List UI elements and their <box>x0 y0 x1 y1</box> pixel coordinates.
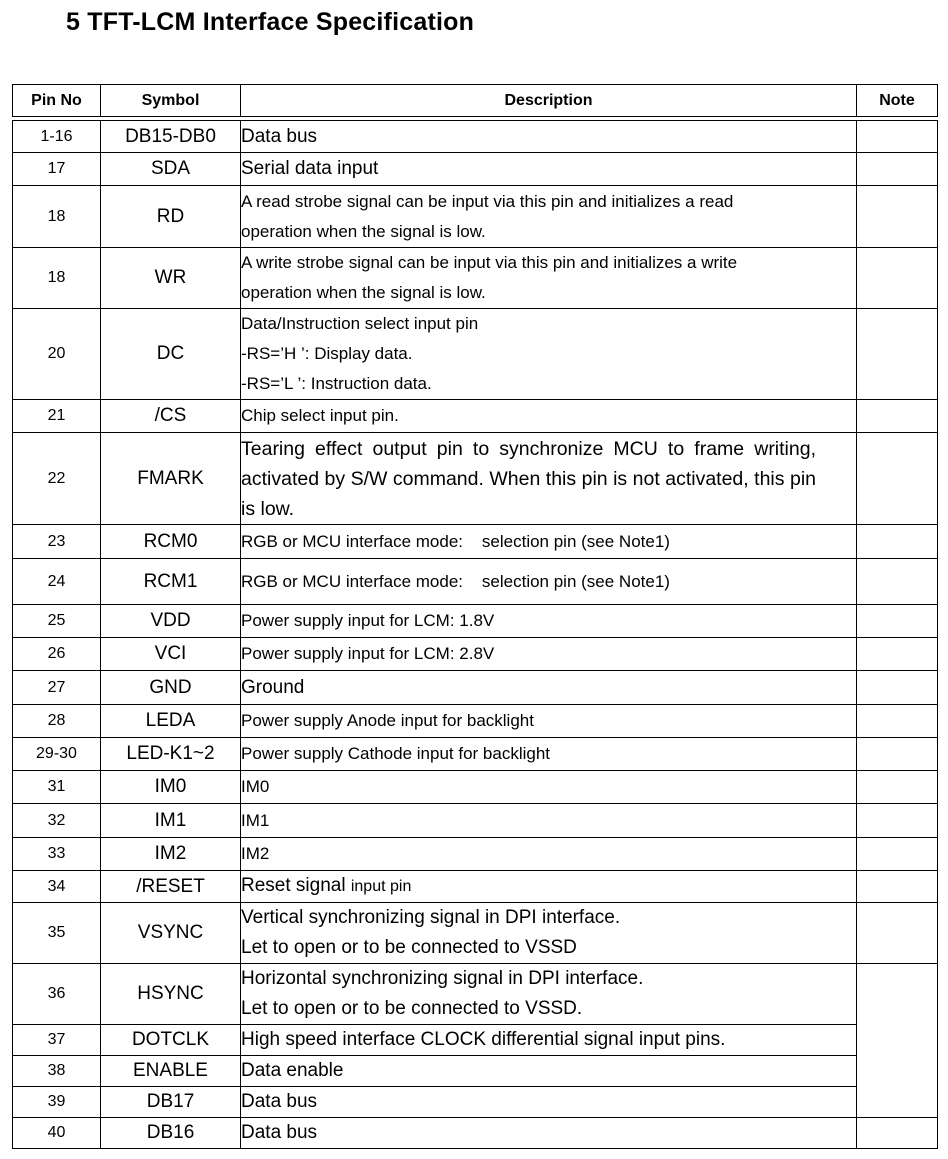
description-line: IM1 <box>241 810 270 830</box>
description-cell <box>241 738 857 771</box>
symbol-cell: VSYNC <box>101 903 241 964</box>
symbol-cell: VDD <box>101 605 241 638</box>
note-cell <box>857 121 938 153</box>
table-row <box>13 153 938 186</box>
description-line: Chip select input pin. <box>241 406 399 425</box>
description-line: IM2 <box>241 844 270 863</box>
symbol-cell: LEDA <box>101 705 241 738</box>
description-cell <box>241 525 857 559</box>
note-cell <box>857 671 938 705</box>
table-row <box>13 903 938 964</box>
header-pin: Pin No <box>13 85 101 117</box>
description-cell <box>241 1056 857 1087</box>
note-cell <box>857 605 938 638</box>
note-cell <box>857 738 938 771</box>
note-cell <box>857 838 938 871</box>
description-cell <box>241 804 857 838</box>
pin-cell: 25 <box>13 605 101 638</box>
symbol-cell: GND <box>101 671 241 705</box>
pin-cell: 38 <box>13 1056 101 1087</box>
table-row <box>13 671 938 705</box>
symbol-cell: WR <box>101 248 241 309</box>
pin-cell: 34 <box>13 871 101 903</box>
header-row <box>13 85 938 117</box>
pin-cell: 40 <box>13 1118 101 1149</box>
note-cell <box>857 871 938 903</box>
description-line: Power supply Cathode input for backlight <box>241 744 551 763</box>
pin-cell: 20 <box>13 309 101 400</box>
symbol-cell: VCI <box>101 638 241 671</box>
pin-cell: 35 <box>13 903 101 964</box>
note-cell <box>857 771 938 804</box>
table-row <box>13 121 938 153</box>
table-row <box>13 559 938 605</box>
table-row <box>13 525 938 559</box>
pin-cell: 29-30 <box>13 738 101 771</box>
description-line: Let to open or to be connected to VSSD <box>241 937 577 958</box>
note-cell-merged <box>857 964 938 1118</box>
table-row <box>13 738 938 771</box>
header-description: Description <box>241 85 857 117</box>
symbol-cell: LED-K1~2 <box>101 738 241 771</box>
description-cell <box>241 400 857 433</box>
description-line: Serial data input <box>241 158 379 179</box>
table-row <box>13 309 938 400</box>
note-cell <box>857 903 938 964</box>
symbol-cell: DC <box>101 309 241 400</box>
symbol-cell: IM0 <box>101 771 241 804</box>
description-cell <box>241 838 857 871</box>
note-cell <box>857 433 938 525</box>
description-cell <box>241 153 857 186</box>
note-cell <box>857 248 938 309</box>
description-line: -RS=’H ’: Display data. <box>241 344 413 363</box>
table-row <box>13 1025 938 1056</box>
note-cell <box>857 1118 938 1149</box>
symbol-cell: /CS <box>101 400 241 433</box>
description-line: Horizontal synchronizing signal in DPI interface. <box>241 968 644 989</box>
description-cell <box>241 248 857 309</box>
description-cell <box>241 605 857 638</box>
symbol-cell: HSYNC <box>101 964 241 1025</box>
symbol-cell: DB17 <box>101 1087 241 1118</box>
pin-cell: 26 <box>13 638 101 671</box>
note-cell <box>857 153 938 186</box>
description-line-main: Reset signal <box>241 875 346 896</box>
pin-cell: 23 <box>13 525 101 559</box>
symbol-cell: DB15-DB0 <box>101 121 241 153</box>
note-cell <box>857 804 938 838</box>
pin-cell: 37 <box>13 1025 101 1056</box>
symbol-cell: DB16 <box>101 1118 241 1149</box>
description-cell <box>241 705 857 738</box>
description-line: -RS=’L ’: Instruction data. <box>241 374 432 393</box>
pin-cell: 22 <box>13 433 101 525</box>
header-symbol: Symbol <box>101 85 241 117</box>
interface-spec-table <box>12 84 938 1149</box>
symbol-cell: SDA <box>101 153 241 186</box>
description-line-suffix: input pin <box>350 878 412 895</box>
description-line <box>241 871 856 902</box>
table-row <box>13 804 938 838</box>
table-row <box>13 838 938 871</box>
description-line: Let to open or to be connected to VSSD. <box>241 998 583 1019</box>
description-cell <box>241 121 857 153</box>
note-cell <box>857 638 938 671</box>
pin-cell: 36 <box>13 964 101 1025</box>
description-cell <box>241 964 857 1025</box>
description-cell <box>241 309 857 400</box>
description-line: Power supply Anode input for backlight <box>241 711 534 730</box>
table-row <box>13 1118 938 1149</box>
note-cell <box>857 400 938 433</box>
table-row <box>13 1087 938 1118</box>
note-cell <box>857 705 938 738</box>
description-line: Data/Instruction select input pin <box>241 314 479 333</box>
symbol-cell: DOTCLK <box>101 1025 241 1056</box>
description-line: operation when the signal is low. <box>241 283 486 302</box>
description-line: High speed interface CLOCK differential signal input pins. <box>241 1029 726 1050</box>
pin-cell: 27 <box>13 671 101 705</box>
pin-cell: 18 <box>13 248 101 309</box>
description-line: Data bus <box>241 1091 318 1112</box>
pin-cell: 1-16 <box>13 121 101 153</box>
description-line: Data bus <box>241 1122 318 1143</box>
pin-cell: 33 <box>13 838 101 871</box>
symbol-cell: FMARK <box>101 433 241 525</box>
table-row <box>13 964 938 1025</box>
table-row <box>13 400 938 433</box>
description-cell <box>241 671 857 705</box>
description-cell <box>241 1025 857 1056</box>
note-cell <box>857 309 938 400</box>
header-note: Note <box>857 85 938 117</box>
description-line: Power supply input for LCM: 1.8V <box>241 611 495 630</box>
pin-cell: 39 <box>13 1087 101 1118</box>
symbol-cell: ENABLE <box>101 1056 241 1087</box>
symbol-cell: IM2 <box>101 838 241 871</box>
symbol-cell: RCM0 <box>101 525 241 559</box>
description-cell <box>241 1118 857 1149</box>
description-line: Data enable <box>241 1060 344 1081</box>
pin-cell: 31 <box>13 771 101 804</box>
description-cell <box>241 559 857 605</box>
table-row <box>13 638 938 671</box>
description-cell <box>241 903 857 964</box>
pin-cell: 21 <box>13 400 101 433</box>
description-line: RGB or MCU interface mode: selection pin (see Note1) <box>241 531 670 551</box>
note-cell <box>857 559 938 605</box>
description-line: Data bus <box>241 125 318 147</box>
description-line: Vertical synchronizing signal in DPI interface. <box>241 907 621 928</box>
table-row <box>13 705 938 738</box>
pin-cell: 28 <box>13 705 101 738</box>
table-row <box>13 605 938 638</box>
symbol-cell: RD <box>101 186 241 248</box>
pin-cell: 24 <box>13 559 101 605</box>
description-cell <box>241 1087 857 1118</box>
description-cell <box>241 186 857 248</box>
symbol-cell: RCM1 <box>101 559 241 605</box>
note-cell <box>857 525 938 559</box>
description-line: IM0 <box>241 777 270 796</box>
description-cell: Tearing effect output pin to synchronize MCU to frame writing, activated by S/W command. When this pin is not activated, this pin is low. <box>241 433 857 525</box>
description-line: A read strobe signal can be input via this pin and initializes a read <box>241 191 734 211</box>
table-row <box>13 771 938 804</box>
description-line: operation when the signal is low. <box>241 221 486 241</box>
pin-cell: 18 <box>13 186 101 248</box>
description-line: A write strobe signal can be input via this pin and initializes a write <box>241 253 738 272</box>
description-line: RGB or MCU interface mode: selection pin (see Note1) <box>241 571 670 591</box>
description-cell <box>241 771 857 804</box>
table-row <box>13 186 938 248</box>
table-row <box>13 1056 938 1087</box>
table-row <box>13 871 938 903</box>
symbol-cell: IM1 <box>101 804 241 838</box>
description-cell <box>241 871 857 903</box>
table-row <box>13 248 938 309</box>
note-cell <box>857 186 938 248</box>
pin-cell: 32 <box>13 804 101 838</box>
description-line: Power supply input for LCM: 2.8V <box>241 644 495 663</box>
table-row <box>13 433 938 525</box>
description-line: Ground <box>241 676 305 698</box>
page-title: 5 TFT-LCM Interface Specification <box>66 8 475 36</box>
pin-cell: 17 <box>13 153 101 186</box>
description-cell <box>241 638 857 671</box>
symbol-cell: /RESET <box>101 871 241 903</box>
